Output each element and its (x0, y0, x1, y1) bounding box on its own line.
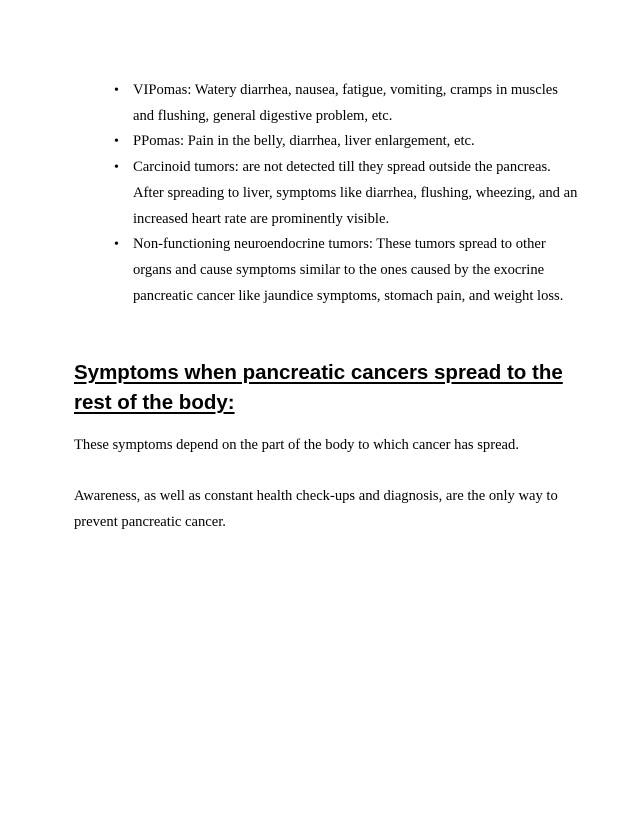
bullet-icon: • (114, 83, 119, 98)
bullet-icon: • (114, 134, 119, 150)
bullet-icon: • (114, 160, 119, 176)
section-heading: Symptoms when pancreatic cancers spread to the rest of the body: (74, 361, 563, 414)
paragraph: Awareness, as well as constant health check-ups and diagnosis, are the only way to prevent pancreatic cancer. (74, 488, 558, 530)
list-item (0, 155, 638, 232)
list-item-text: PPomas: Pain in the belly, diarrhea, liver enlargement, etc. (133, 133, 475, 150)
list-item-text: VIPomas: Watery diarrhea, nausea, fatigue, vomiting, cramps in muscles and flushing, general digestive problem, etc. (133, 82, 558, 124)
bullet-icon: • (114, 237, 119, 253)
list-item (0, 78, 638, 129)
list-item (0, 232, 638, 309)
paragraph: These symptoms depend on the part of the body to which cancer has spread. (74, 437, 519, 453)
list-item-text: Carcinoid tumors: are not detected till they spread outside the pancreas. After spreading to liver, symptoms like diarrhea, flushing, wheezing, and an increased heart rate are prominently visible. (133, 159, 578, 227)
list-item-text: Non-functioning neuroendocrine tumors: These tumors spread to other organs and cause symptoms similar to the ones caused by the exocrine pancreatic cancer like jaundice symptoms, stomach pain, and weight loss. (133, 236, 564, 304)
list-item (0, 129, 638, 155)
symptom-bullet-list (0, 78, 638, 309)
